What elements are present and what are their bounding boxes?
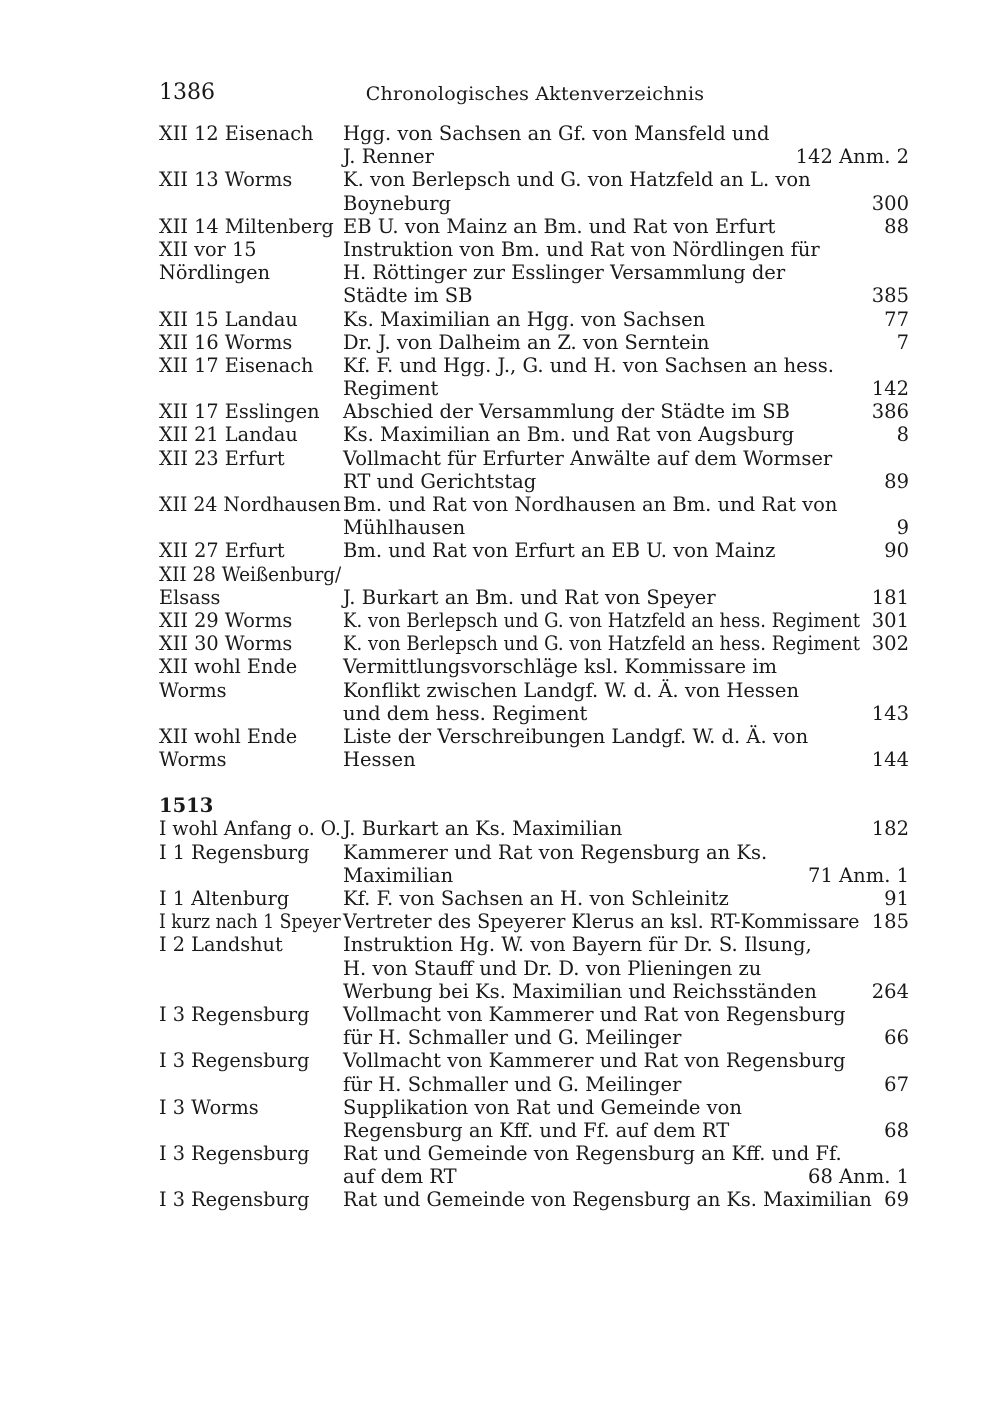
- entry-date-place: [159, 1049, 343, 1095]
- date-place-line: I 3 Regensburg: [159, 1049, 310, 1073]
- date-place-line: I 1 Altenburg: [159, 887, 290, 910]
- date-place-line: I 2 Landshut: [159, 933, 283, 957]
- register-entry: [159, 1142, 909, 1188]
- entry-date-place: [159, 493, 343, 539]
- register-entry: [159, 447, 909, 493]
- description-line: Liste der Verschreibungen Landgf. W. d. Ä. von: [343, 724, 809, 748]
- register-entry: [159, 168, 909, 214]
- register-entry: [159, 910, 909, 933]
- date-place-line: XII wohl Ende: [159, 655, 298, 679]
- entries-1512: [159, 122, 909, 771]
- document-number: 182: [871, 817, 909, 841]
- document-number: 264: [871, 979, 909, 1003]
- document-number: 91: [884, 887, 909, 910]
- document-number: 181: [871, 585, 909, 609]
- entry-date-place: [159, 655, 343, 725]
- date-place-line: XII 12 Eisenach: [159, 122, 314, 145]
- entry-date-place: [159, 168, 343, 214]
- description-line: H. Röttinger zur Esslinger Versammlung der: [343, 261, 786, 285]
- description-line: K. von Berlepsch und G. von Hatzfeld an L. von: [343, 168, 811, 192]
- description-line: Vollmacht für Erfurter Anwälte auf dem Wormser: [343, 446, 833, 470]
- date-place-line: XII wohl Ende: [159, 724, 298, 748]
- entry-description: [343, 308, 909, 331]
- entry-date-place: [159, 632, 343, 655]
- register-entry: [159, 238, 909, 308]
- description-line: Werbung bei Ks. Maximilian und Reichsständen: [343, 979, 817, 1003]
- entry-date-place: [159, 122, 343, 168]
- entry-date-place: [159, 1096, 343, 1142]
- register-entry: [159, 493, 909, 539]
- description-line: auf dem RT: [343, 1165, 457, 1189]
- register-entry: [159, 400, 909, 423]
- entry-description: [343, 725, 909, 771]
- register-entry: [159, 308, 909, 331]
- register-entry: [159, 331, 909, 354]
- date-place-line: XII 13 Worms: [159, 168, 293, 192]
- description-line: Rat und Gemeinde von Regensburg an Kff. und Ff.: [343, 1142, 842, 1166]
- register-body: [159, 122, 909, 1212]
- entry-date-place: [159, 539, 343, 562]
- date-place-line: XII 15 Landau: [159, 307, 298, 331]
- document-number: 90: [884, 539, 909, 563]
- description-line: K. von Berlepsch und G. von Hatzfeld an hess. Regiment: [343, 632, 860, 656]
- date-place-line: XII 24 Nordhausen: [159, 493, 341, 516]
- register-entry: [159, 609, 909, 632]
- register-entry: [159, 841, 909, 887]
- date-place-line: XII 17 Esslingen: [159, 400, 320, 424]
- description-line: Konflikt zwischen Landgf. W. d. Ä. von Hessen: [343, 678, 800, 702]
- entry-date-place: [159, 331, 343, 354]
- date-place-line: I kurz nach 1 Speyer: [159, 910, 341, 934]
- document-number: 301: [871, 608, 909, 632]
- description-line: Kf. F. und Hgg. J., G. und H. von Sachsen an hess.: [343, 353, 834, 377]
- date-place-line: XII 21 Landau: [159, 423, 298, 447]
- entry-date-place: [159, 215, 343, 238]
- description-line: Dr. J. von Dalheim an Z. von Serntein: [343, 330, 710, 354]
- description-line: Vermittlungsvorschläge ksl. Kommissare im: [343, 655, 777, 679]
- description-line: und dem hess. Regiment: [343, 701, 588, 725]
- entry-description: [343, 609, 909, 632]
- date-place-line: I 3 Regensburg: [159, 1002, 310, 1026]
- entry-description: [343, 1188, 909, 1211]
- date-place-line: Elsass: [159, 585, 221, 609]
- description-line: RT und Gerichtstag: [343, 469, 537, 493]
- year-heading: 1513: [159, 794, 214, 818]
- date-place-line: I 3 Worms: [159, 1095, 259, 1119]
- document-number: 69: [884, 1188, 909, 1212]
- document-number: 386: [871, 400, 909, 424]
- description-line: Vollmacht von Kammerer und Rat von Regensburg: [343, 1002, 846, 1026]
- entry-date-place: [159, 887, 343, 910]
- document-number: 77: [884, 307, 909, 331]
- document-number: 68 Anm. 1: [808, 1165, 909, 1189]
- register-entry: [159, 1096, 909, 1142]
- description-line: Ks. Maximilian an Bm. und Rat von Augsburg: [343, 423, 795, 447]
- entry-description: [343, 215, 909, 238]
- register-entry: [159, 423, 909, 446]
- description-line: Vertreter des Speyerer Klerus an ksl. RT-Kommissare: [343, 910, 860, 934]
- description-line: Hessen: [343, 748, 416, 772]
- running-title: Chronologisches Aktenverzeichnis: [365, 83, 705, 105]
- description-line: Ks. Maximilian an Hgg. von Sachsen: [343, 307, 706, 331]
- entry-description: [343, 331, 909, 354]
- entry-description: [343, 910, 909, 933]
- description-line: Supplikation von Rat und Gemeinde von: [343, 1095, 742, 1119]
- page-number: 1386: [159, 80, 215, 105]
- entry-description: [343, 817, 909, 840]
- register-entry: [159, 632, 909, 655]
- document-number: 9: [896, 516, 909, 540]
- description-line: K. von Berlepsch und G. von Hatzfeld an hess. Regiment: [343, 608, 860, 632]
- date-place-line: XII 29 Worms: [159, 608, 293, 632]
- entry-description: [343, 400, 909, 423]
- document-number: 68: [884, 1118, 909, 1142]
- description-line: für H. Schmaller und G. Meilinger: [343, 1072, 682, 1096]
- entry-description: [343, 354, 909, 400]
- document-number: 88: [884, 214, 909, 238]
- entry-date-place: [159, 841, 343, 887]
- date-place-line: Nördlingen: [159, 261, 270, 285]
- entry-description: [343, 122, 909, 168]
- entry-date-place: [159, 563, 343, 609]
- register-entry: [159, 725, 909, 771]
- date-place-line: XII 23 Erfurt: [159, 446, 285, 470]
- entry-description: [343, 447, 909, 493]
- date-place-line: Worms: [159, 748, 227, 772]
- description-line: Kammerer und Rat von Regensburg an Ks.: [343, 840, 768, 864]
- description-line: J. Renner: [343, 145, 434, 169]
- date-place-line: XII 27 Erfurt: [159, 539, 285, 563]
- description-line: J. Burkart an Bm. und Rat von Speyer: [343, 585, 716, 609]
- entry-date-place: [159, 238, 343, 308]
- entries-1513: [159, 817, 909, 1211]
- entry-description: [343, 493, 909, 539]
- entry-description: [343, 655, 909, 725]
- register-entry: [159, 887, 909, 910]
- description-line: EB U. von Mainz an Bm. und Rat von Erfurt: [343, 214, 776, 238]
- entry-date-place: [159, 1188, 343, 1211]
- register-entry: [159, 1003, 909, 1049]
- entry-date-place: [159, 1003, 343, 1049]
- entry-date-place: [159, 609, 343, 632]
- entry-date-place: [159, 933, 343, 1003]
- document-number: 89: [884, 469, 909, 493]
- register-entry: [159, 539, 909, 562]
- document-number: 66: [884, 1026, 909, 1050]
- date-place-line: Worms: [159, 678, 227, 702]
- date-place-line: XII 30 Worms: [159, 632, 293, 656]
- entry-description: [343, 539, 909, 562]
- register-entry: [159, 122, 909, 168]
- register-entry: [159, 817, 909, 840]
- description-line: Kf. F. von Sachsen an H. von Schleinitz: [343, 887, 729, 910]
- description-line: J. Burkart an Ks. Maximilian: [343, 817, 623, 841]
- register-entry: [159, 1049, 909, 1095]
- description-line: Maximilian: [343, 863, 454, 887]
- register-entry: [159, 215, 909, 238]
- register-entry: [159, 1188, 909, 1211]
- entry-description: [343, 933, 909, 1003]
- description-line: Instruktion von Bm. und Rat von Nördlingen für: [343, 237, 820, 261]
- entry-description: [343, 841, 909, 887]
- entry-description: [343, 168, 909, 214]
- date-place-line: I 3 Regensburg: [159, 1188, 310, 1212]
- document-number: 143: [871, 701, 909, 725]
- document-number: 300: [871, 191, 909, 215]
- entry-date-place: [159, 400, 343, 423]
- document-number: 8: [896, 423, 909, 447]
- date-place-line: XII 17 Eisenach: [159, 353, 314, 377]
- entry-description: [343, 423, 909, 446]
- document-number: 302: [871, 632, 909, 656]
- entry-description: [343, 238, 909, 308]
- description-line: Instruktion Hg. W. von Bayern für Dr. S. Ilsung,: [343, 933, 812, 957]
- entry-date-place: [159, 308, 343, 331]
- description-line: für H. Schmaller und G. Meilinger: [343, 1026, 682, 1050]
- entry-description: [343, 1003, 909, 1049]
- register-entry: [159, 655, 909, 725]
- document-number: 142: [871, 377, 909, 401]
- register-entry: [159, 563, 909, 609]
- entry-description: [343, 563, 909, 609]
- description-line: Hgg. von Sachsen an Gf. von Mansfeld und: [343, 122, 770, 145]
- document-number: 185: [871, 910, 909, 934]
- document-number: 71 Anm. 1: [808, 863, 909, 887]
- document-number: 144: [871, 748, 909, 772]
- entry-description: [343, 887, 909, 910]
- entry-description: [343, 1049, 909, 1095]
- date-place-line: I 3 Regensburg: [159, 1142, 310, 1166]
- entry-description: [343, 632, 909, 655]
- date-place-line: XII 14 Miltenberg: [159, 214, 334, 238]
- register-entry: [159, 933, 909, 1003]
- date-place-line: XII 28 Weißenburg/: [159, 562, 342, 586]
- entry-date-place: [159, 354, 343, 400]
- date-place-line: I wohl Anfang o. O.: [159, 817, 341, 841]
- entry-date-place: [159, 1142, 343, 1188]
- description-line: Vollmacht von Kammerer und Rat von Regensburg: [343, 1049, 846, 1073]
- entry-date-place: [159, 725, 343, 771]
- register-entry: [159, 354, 909, 400]
- description-line: H. von Stauff und Dr. D. von Plieningen zu: [343, 956, 762, 980]
- description-line: Bm. und Rat von Erfurt an EB U. von Mainz: [343, 539, 776, 563]
- description-line: Rat und Gemeinde von Regensburg an Ks. Maximilian: [343, 1188, 872, 1212]
- entry-description: [343, 1096, 909, 1142]
- description-line: Regensburg an Kff. und Ff. auf dem RT: [343, 1118, 730, 1142]
- entry-description: [343, 1142, 909, 1188]
- document-number: 67: [884, 1072, 909, 1096]
- entry-date-place: [159, 447, 343, 493]
- date-place-line: I 1 Regensburg: [159, 840, 310, 864]
- document-number: 7: [896, 330, 909, 354]
- date-place-line: XII vor 15: [159, 237, 257, 261]
- document-number: 385: [871, 284, 909, 308]
- date-place-line: XII 16 Worms: [159, 330, 293, 354]
- description-line: Städte im SB: [343, 284, 473, 308]
- entry-date-place: [159, 423, 343, 446]
- entry-date-place: [159, 910, 343, 933]
- document-number: 142 Anm. 2: [795, 145, 909, 169]
- description-line: Regiment: [343, 377, 439, 401]
- description-line: Mühlhausen: [343, 516, 466, 540]
- description-line: Boyneburg: [343, 191, 452, 215]
- entry-date-place: [159, 817, 343, 840]
- description-line: Abschied der Versammlung der Städte im SB: [343, 400, 790, 424]
- description-line: Bm. und Rat von Nordhausen an Bm. und Rat von: [343, 493, 838, 516]
